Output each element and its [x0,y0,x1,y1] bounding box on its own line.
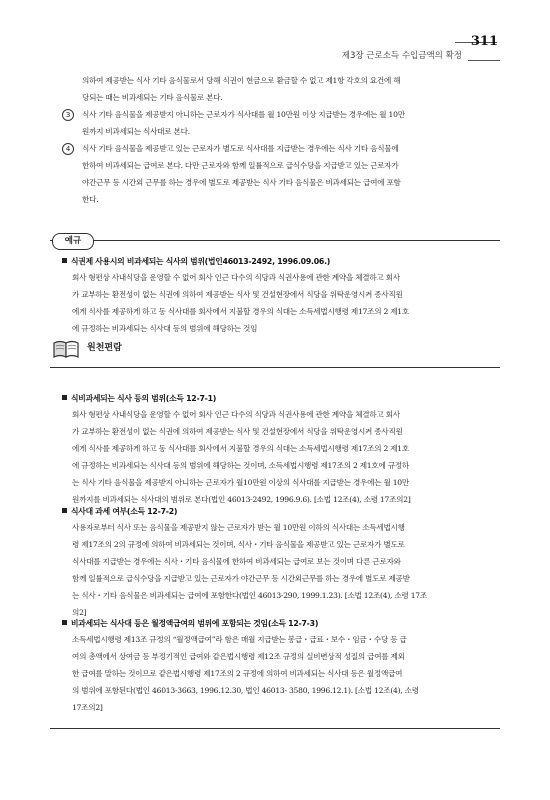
section-title: 식비과세되는 식사 등의 범위(소득 12-7-1) [62,392,508,406]
square-bullet-icon [62,258,67,263]
handbook-section-3 [62,617,508,716]
open-book-icon [52,337,80,359]
ruling-section [62,255,508,337]
text-line: 한하여 비과세되는 급여로 본다. 다만 근로자와 함께 일률적으로 급식수당을 지급받고 있는 근로자가 [82,161,399,170]
top-section [62,72,508,208]
section-divider [50,367,500,368]
text-line: 령 제17조의 2의 규정에 의하여 비과세되는 것이며, 식사・기타 음식물을 제공받고 있는 근로자가 별도로 [72,540,405,549]
list-item-4 [62,140,508,208]
square-bullet-icon [62,395,67,400]
text-line: 야간근무 등 시간외 근무를 하는 경우에 별도로 제공받는 식사 기타 음식물은 비과세되는 급여에 포함 [82,178,401,187]
text-line: 한다. [82,195,99,204]
text-line: 회사 형편상 사내식당을 운영할 수 없어 회사 인근 다수의 식당과 식권사용에 관한 계약을 체결하고 회사 [72,410,400,419]
text-line: 소득세법시행령 제13조 규정의 “월정액급여”라 함은 매월 지급받는 봉급・급료・보수・임금・수당 등 급 [72,635,407,644]
text-line: 가 교부하는 환전성이 없는 식권에 의하여 제공받는 식사 및 건설현장에서 식당을 위탁운영시켜 종사직원 [72,427,403,436]
section-title: 식사대 과세 여부(소득 12-7-2) [62,505,508,519]
text-line: 함께 일률적으로 급식수당을 지급받고 있는 근로자가 야간근무 등 시간외근무를 하는 경우에 별도로 제공받 [72,574,410,583]
text-line: 에게 식사를 제공하게 하고 동 식사대를 회사에서 지불할 경우의 식대는 소득세법시행령 제17조의 2 제1호 [72,307,409,316]
text-line: 의 범위에 포함된다(법인 46013-3663, 1996.12.30, 법인 46013- 3580, 1996.12.1). [소법 12조(4), 소령 [72,686,419,695]
text-line: 식사대를 지급받는 경우에는 식사・기타 음식물에 한하여 비과세되는 급여로 보는 것이며 다른 근로자와 [72,557,401,566]
text-line: 식사 기타 음식물을 제공받고 있는 근로자가 별도로 식사대를 지급받는 경우에는 식사 기타 음식물에 [82,144,399,153]
chapter-title: 제3장 근로소득 수입금액의 확정 [341,51,462,61]
circled-number-marker: 4 [62,143,74,155]
text-line: 가 교부하는 환전성이 없는 식권에 의하여 제공받는 식사 및 건설현장에서 식당을 위탁운영시켜 종사직원 [72,290,403,299]
text-line: 당되는 때는 비과세되는 기타 음식물로 본다. [82,93,223,102]
text-line: 회사 형편상 사내식당을 운영할 수 없어 회사 인근 다수의 식당과 식권사용에 관한 계약을 체결하고 회사 [72,273,400,282]
text-line: 17조의2] [72,703,103,712]
text-line: 에 규정하는 비과세되는 식사대 등의 범위에 해당하는 것이며, 소득세법시행령 제17조의 2 제1호에 규정하 [72,461,409,470]
text-line: 여의 총액에서 상여금 등 부정기적인 급여와 같은법시행령 제12조 규정의 실비변상적 성질의 급여를 제외 [72,652,405,661]
text-line: 원까지를 비과세되는 식사대의 범위로 본다(법인 46013-2492, 1996.9.6). [소법 12조(4), 소령 17조의2] [72,495,411,504]
text-line: 한 급여를 말하는 것이므로 같은법시행령 제17조의 2 규정에 의하여 비과세되는 식사대 등은 월정액급여 [72,669,403,678]
text-line: 에 규정하는 비과세되는 식사대 등의 범위에 해당하는 것임 [72,324,258,333]
ruling-badge: 예규 [52,233,94,250]
list-item-3 [62,106,508,140]
text-line: 의2] [72,608,87,617]
section-divider [50,728,500,729]
circled-number-marker: 3 [62,109,74,121]
header-rule-bottom [468,60,500,61]
handbook-title: 원천편람 [87,343,122,353]
text-line: 에게 식사를 제공하게 하고 동 식사대를 회사에서 지불할 경우의 식대는 소득세법시행령 제17조의 2 제1호 [72,444,409,453]
text-line: 는 식사 기타 음식물을 제공받지 아니하는 근로자가 월10만원 이상의 식사대를 지급받는 경우에는 월 10만 [72,478,409,487]
section-title: 비과세되는 식사대 등은 월정액급여의 범위에 포함되는 것임(소득 12-7-3) [62,617,508,631]
page-number: 311 [470,34,498,49]
handbook-section-2 [62,505,508,621]
square-bullet-icon [62,508,67,513]
text-line: 는 식사・기타 음식물은 비과세되는 급여에 포함한다(법인 46013-290, 1999.1.23). [소법 12조(4), 소령 17조 [72,591,427,600]
text-line: 사용자로부터 식사 또는 음식물을 제공받지 않는 근로자가 받는 월 10만원 이하의 식사대는 소득세법시행 [72,523,405,532]
handbook-section-1 [62,392,508,508]
ruling-title: 식권제 사용시의 비과세되는 식사의 범위(법인46013-2492, 1996.09.06.) [62,255,508,269]
section-divider [50,240,500,241]
text-line: 식사 기타 음식물을 제공받지 아니하는 근로자가 식사대를 월 10만원 이상 지급받는 경우에는 월 10만 [82,110,405,119]
text-line: 원까지 비과세되는 식사대로 본다. [82,127,190,136]
square-bullet-icon [62,620,67,625]
text-line: 의하여 제공받는 식사 기타 음식물로서 당해 식권이 현금으로 환금할 수 없고 제1항 각호의 요건에 해 [82,76,401,85]
